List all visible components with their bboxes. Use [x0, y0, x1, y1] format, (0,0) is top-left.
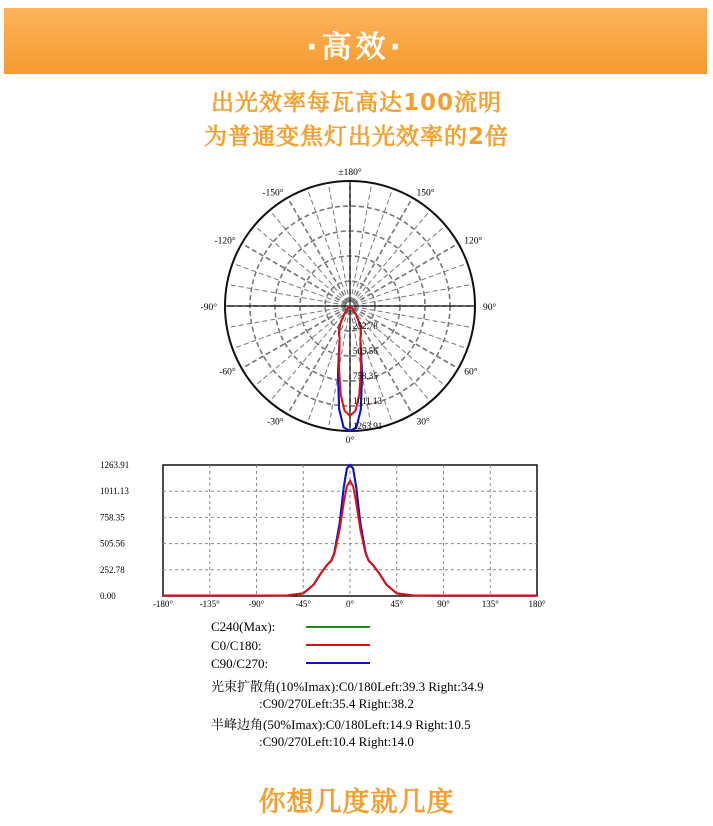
x-tick-label: 45° — [390, 599, 404, 609]
polar-angle-label: -90° — [200, 303, 217, 313]
y-tick-label: 252.78 — [100, 564, 125, 575]
polar-angle-label: -30° — [267, 417, 284, 428]
polar-angle-label: ±180° — [338, 168, 362, 178]
legend-label-c90: C90/C270: — [211, 656, 269, 671]
headline-line-1: 出光效率每瓦高达100流明 — [210, 90, 502, 116]
x-tick-label: 180° — [528, 599, 546, 609]
footer-slogan: 你想几度就几度 — [258, 787, 455, 818]
polar-angle-label: -150° — [262, 188, 284, 199]
legend-swatch-c90 — [306, 662, 370, 664]
polar-spoke — [254, 226, 347, 304]
x-tick-label: 0° — [345, 599, 355, 609]
beam-angle-note-1: 光束扩散角(10%Imax):C0/180Left:39.3 Right:34.9 — [211, 679, 484, 694]
polar-spoke — [270, 309, 348, 402]
legend-label-c240: C240(Max): — [211, 619, 276, 634]
polar-radial-label: 1011.13 — [353, 396, 382, 406]
y-tick-label: 1263.91 — [100, 460, 130, 470]
x-tick-label: -45° — [295, 599, 312, 609]
polar-angle-label: 120° — [464, 236, 483, 247]
x-tick-label: -180° — [152, 599, 174, 609]
polar-spoke — [254, 309, 347, 387]
banner-title: ·高效· — [306, 30, 405, 65]
y-tick-label: 505.56 — [100, 538, 125, 549]
y-tick-label: 0.00 — [100, 591, 116, 601]
polar-spoke — [270, 210, 348, 303]
x-tick-label: -135° — [199, 599, 220, 609]
half-peak-note-2: :C90/270Left:10.4 Right:14.0 — [259, 734, 414, 749]
polar-spoke — [353, 226, 446, 304]
x-tick-label: 135° — [481, 599, 499, 609]
candela-line-chart — [90, 458, 560, 610]
polar-angle-label: 30° — [416, 417, 430, 428]
polar-spoke — [351, 189, 392, 303]
legend-swatch-c0 — [306, 644, 370, 646]
line-chart-tick-labels — [100, 460, 546, 609]
line-chart-grid — [163, 465, 537, 596]
x-tick-label: -90° — [248, 599, 265, 609]
polar-radial-label: 758.35 — [353, 371, 378, 381]
polar-angle-label: 90° — [483, 303, 497, 313]
x-tick-label: 90° — [437, 599, 450, 609]
legend-label-c0: C0/C180: — [211, 638, 262, 653]
y-tick-label: 1011.13 — [100, 486, 129, 497]
half-peak-note-1: 半峰边角(50%Imax):C0/180Left:14.9 Right:10.5 — [211, 717, 471, 732]
polar-angle-label: 60° — [464, 367, 478, 378]
polar-angle-label: -120° — [214, 236, 236, 247]
polar-spoke — [307, 189, 348, 303]
polar-angle-label: -60° — [219, 367, 236, 378]
polar-radial-label: 505.56 — [353, 346, 378, 356]
beam-angle-note-2: :C90/270Left:35.4 Right:38.2 — [259, 696, 414, 711]
polar-spoke — [353, 210, 431, 303]
headline-line-2: 为普通变焦灯出光效率的2倍 — [203, 124, 509, 150]
polar-chart — [200, 160, 510, 450]
polar-angle-label: 0° — [345, 436, 355, 446]
title-banner — [4, 8, 707, 74]
y-tick-label: 758.35 — [100, 512, 125, 523]
polar-radial-label: 252.78 — [353, 321, 378, 331]
legend-swatch-c240 — [306, 626, 370, 628]
polar-angle-label: 150° — [416, 188, 435, 199]
polar-radial-label: 1263.91 — [353, 421, 383, 431]
polar-grid — [225, 181, 475, 431]
